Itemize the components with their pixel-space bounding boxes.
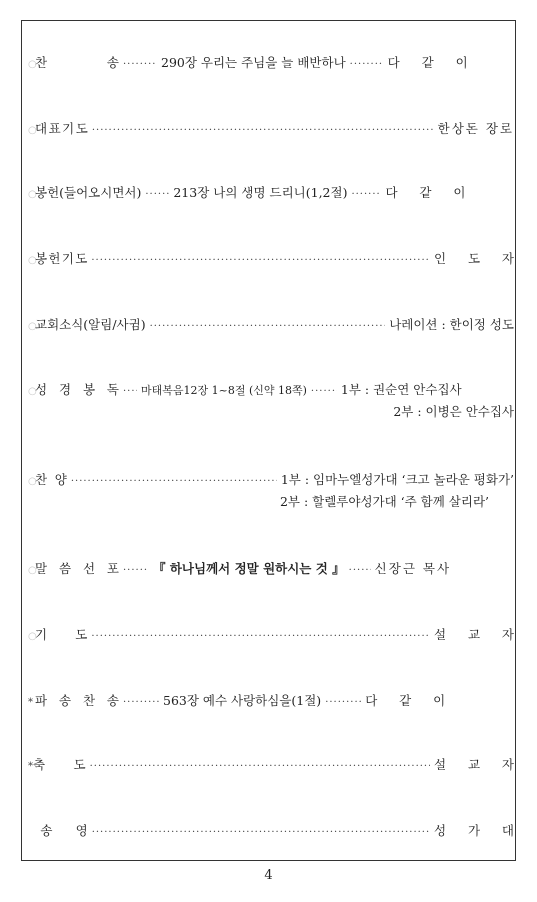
leader-dots xyxy=(351,187,381,203)
item-label: 봉 헌 기 도 xyxy=(35,251,88,266)
item-label: 말 씀 선 포 xyxy=(35,561,119,576)
order-item-benediction xyxy=(28,757,514,775)
leader-dots xyxy=(123,384,137,400)
item-label: 교회소식(알림/사귐) xyxy=(35,317,146,332)
order-item-prayer xyxy=(28,627,514,645)
item-label: 파 송 찬 송 xyxy=(35,693,119,708)
item-responsible: 설 교 자 xyxy=(434,757,514,772)
order-item-sending-hymn xyxy=(28,693,514,711)
bullet-marker: ○ xyxy=(28,476,37,487)
leader-dots xyxy=(91,629,430,645)
leader-dots xyxy=(92,123,434,139)
item-label: 축 도 xyxy=(33,757,86,772)
item-label: 봉헌(들어오시면서) xyxy=(35,185,142,200)
order-item-scripture-reading xyxy=(28,382,514,420)
leader-dots xyxy=(90,759,430,775)
item-responsible: 한상돈 장로 xyxy=(437,121,514,136)
item-label: 기 도 xyxy=(35,627,88,642)
item-responsible-second: 2부 : 할렐루야성가대 ‘주 함께 살리라’ xyxy=(279,494,489,509)
item-label: 찬 송 xyxy=(35,55,119,70)
leader-dots xyxy=(92,825,430,841)
order-item-offering xyxy=(28,185,514,203)
item-content: 563장 예수 사랑하심을(1절) xyxy=(163,693,322,708)
order-item-offering-prayer xyxy=(28,251,514,269)
item-content: 마태복음12장 1~8절 (신약 18쪽) xyxy=(141,384,307,397)
bullet-marker: ○ xyxy=(28,631,37,642)
bullet-marker: ○ xyxy=(28,386,37,397)
leader-dots xyxy=(71,474,277,490)
bullet-marker: ○ xyxy=(28,321,37,332)
item-responsible: 다 같 이 xyxy=(387,55,468,70)
leader-dots xyxy=(91,253,430,269)
sermon-title: 『 하나님께서 정말 원하시는 것 』 xyxy=(153,561,345,576)
item-label: 성 경 봉 독 xyxy=(35,382,119,397)
order-item-hymn xyxy=(28,55,514,73)
order-item-church-news xyxy=(28,317,514,335)
item-label: 찬 양 xyxy=(35,472,67,487)
leader-dots xyxy=(311,384,337,400)
leader-dots xyxy=(123,563,149,579)
item-responsible: 나레이션 : 한이정 성도 xyxy=(389,317,514,332)
leader-dots xyxy=(349,563,371,579)
order-item-choir-anthem xyxy=(28,472,514,510)
bullet-marker: ○ xyxy=(28,255,37,266)
standing-marker: * xyxy=(28,697,33,708)
bullet-marker: ○ xyxy=(28,189,37,200)
item-content: 213장 나의 생명 드리니(1,2절) xyxy=(173,185,348,200)
bulletin-frame xyxy=(21,20,516,861)
leader-dots xyxy=(150,319,386,335)
leader-dots xyxy=(145,187,169,203)
item-responsible: 1부 : 권순연 안수집사 xyxy=(340,382,462,397)
item-responsible: 다 같 이 xyxy=(385,185,466,200)
item-responsible-second: 2부 : 이병은 안수집사 xyxy=(393,404,514,419)
item-label: 송 영 xyxy=(40,823,88,838)
order-item-sermon xyxy=(28,561,514,579)
item-responsible: 다 같 이 xyxy=(365,693,446,708)
leader-dots xyxy=(325,695,361,711)
item-content: 290장 우리는 주님을 늘 배반하나 xyxy=(161,55,346,70)
leader-dots xyxy=(123,57,157,73)
bullet-marker: ○ xyxy=(28,125,37,136)
item-responsible: 신장근 목사 xyxy=(374,561,452,576)
order-item-doxology xyxy=(28,823,514,841)
leader-dots xyxy=(123,695,159,711)
bullet-marker: ○ xyxy=(28,565,37,576)
bullet-marker: ○ xyxy=(28,59,37,70)
page-number: 4 xyxy=(264,868,273,883)
leader-dots xyxy=(350,57,384,73)
item-responsible: 인 도 자 xyxy=(434,251,514,266)
standing-marker: * xyxy=(28,761,33,772)
item-responsible: 설 교 자 xyxy=(434,627,514,642)
item-responsible: 성 가 대 xyxy=(434,823,514,838)
order-item-representative-prayer xyxy=(28,121,514,139)
item-label: 대 표 기 도 xyxy=(35,121,88,136)
item-responsible: 1부 : 임마누엘성가대 ‘크고 놀라운 평화가’ xyxy=(280,472,514,487)
